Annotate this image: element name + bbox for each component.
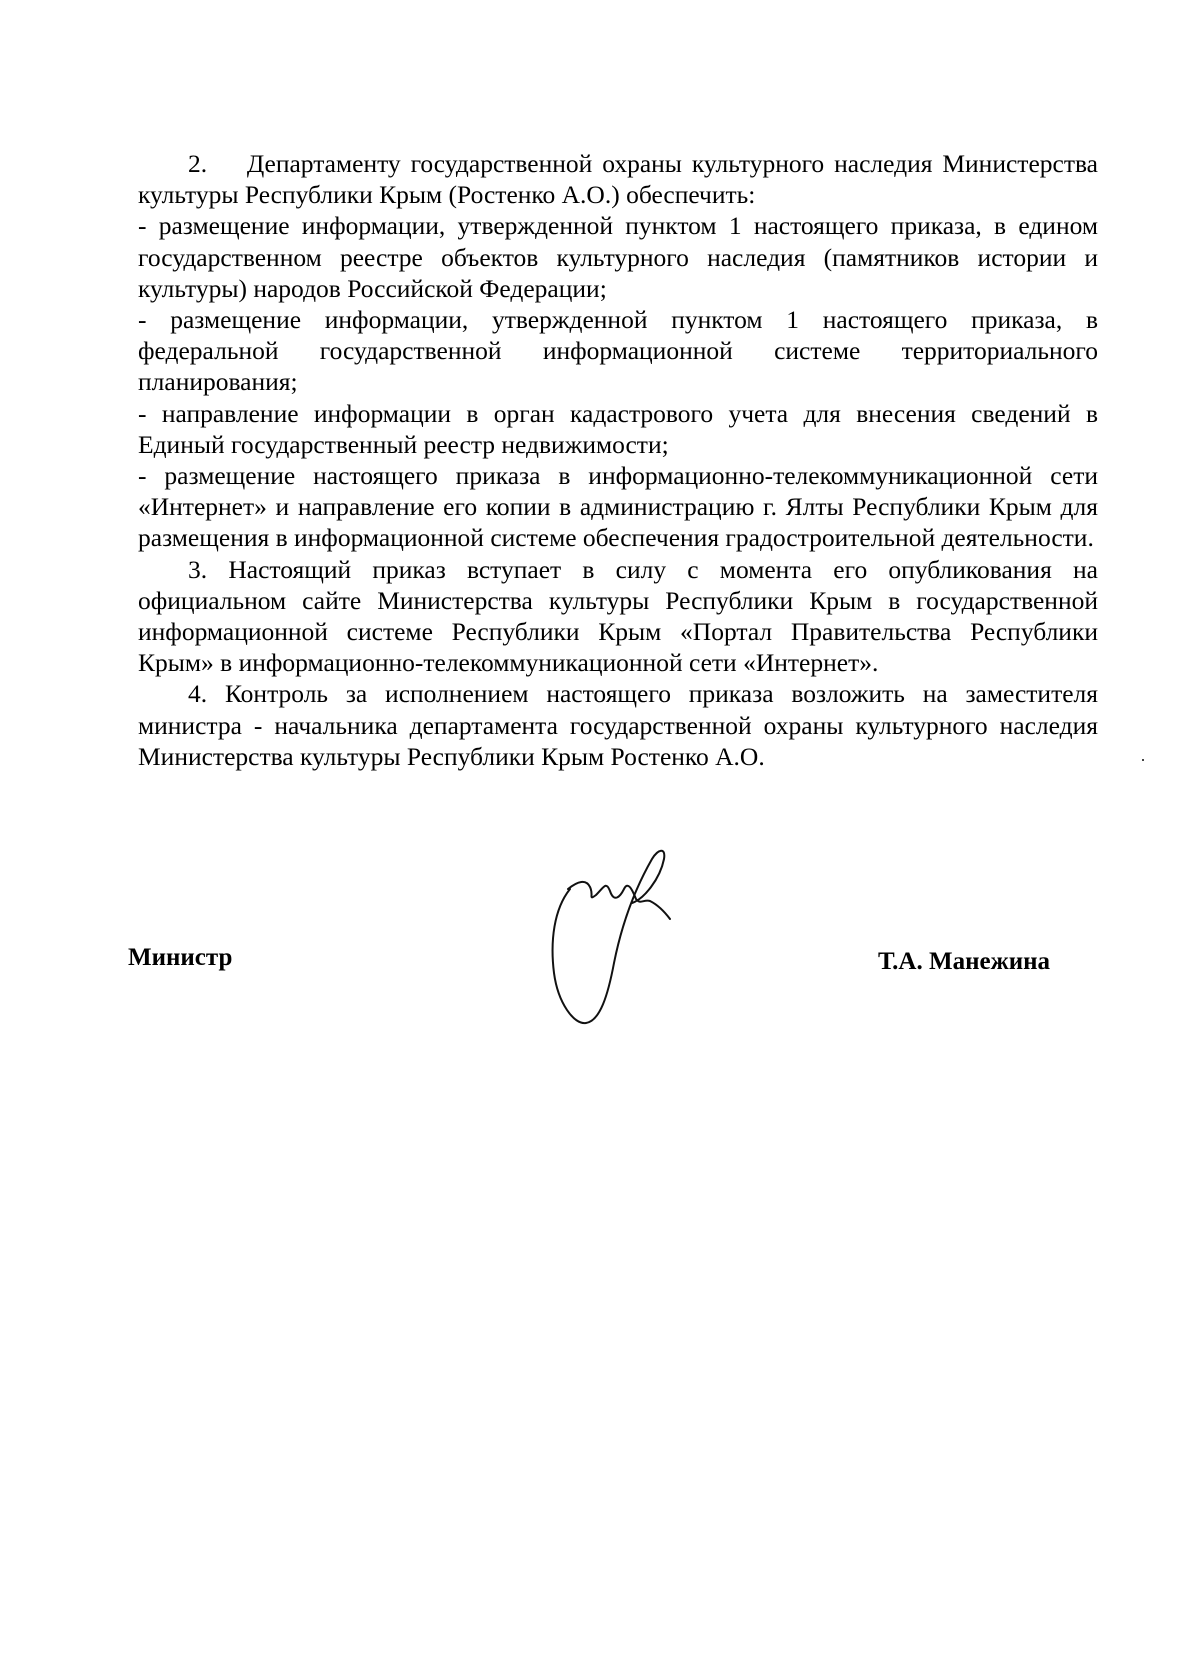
scan-speck <box>1142 759 1144 761</box>
document-body <box>138 148 1098 772</box>
list-item-registry: - размещение информации, утвержденной пунктом 1 настоящего приказа, в едином государственном реестре объектов культурного наследия (памятников истории и культуры) народов Российской Федерации; <box>138 211 1098 303</box>
handwritten-signature <box>540 845 720 1075</box>
paragraph-item-4: 4. Контроль за исполнением настоящего приказа возложить на заместителя министра - начальника департамента государственной охраны культурного наследия Министерства культуры Республики Крым Ростенко А.О. <box>138 679 1098 771</box>
paragraph-item-2: 2. Департаменту государственной охраны культурного наследия Министерства культуры Республики Крым (Ростенко А.О.) обеспечить: <box>138 149 1098 210</box>
paragraph-item-3: 3. Настоящий приказ вступает в силу с момента его опубликования на официальном сайте Министерства культуры Республики Крым в государственной информационной системе Республики Крым «Портал Правительства Республики Крым» в информационно-телекоммуникационной сети «Интернет». <box>138 554 1098 678</box>
list-item-internet: - размещение настоящего приказа в информационно-телекоммуникационной сети «Интернет» и направление его копии в администрацию г. Ялты Республики Крым для размещения в информационной системе обеспечения градостроительной деятельности. <box>138 461 1098 553</box>
list-item-planning-system: - размещение информации, утвержденной пунктом 1 настоящего приказа, в федеральной государственной информационной системе территориального планирования; <box>138 305 1098 397</box>
signatory-name: Т.А. Манежина <box>878 948 1051 975</box>
list-item-cadastre: - направление информации в орган кадастрового учета для внесения сведений в Единый государственный реестр недвижимости; <box>138 398 1098 459</box>
signatory-title: Министр <box>128 944 233 971</box>
